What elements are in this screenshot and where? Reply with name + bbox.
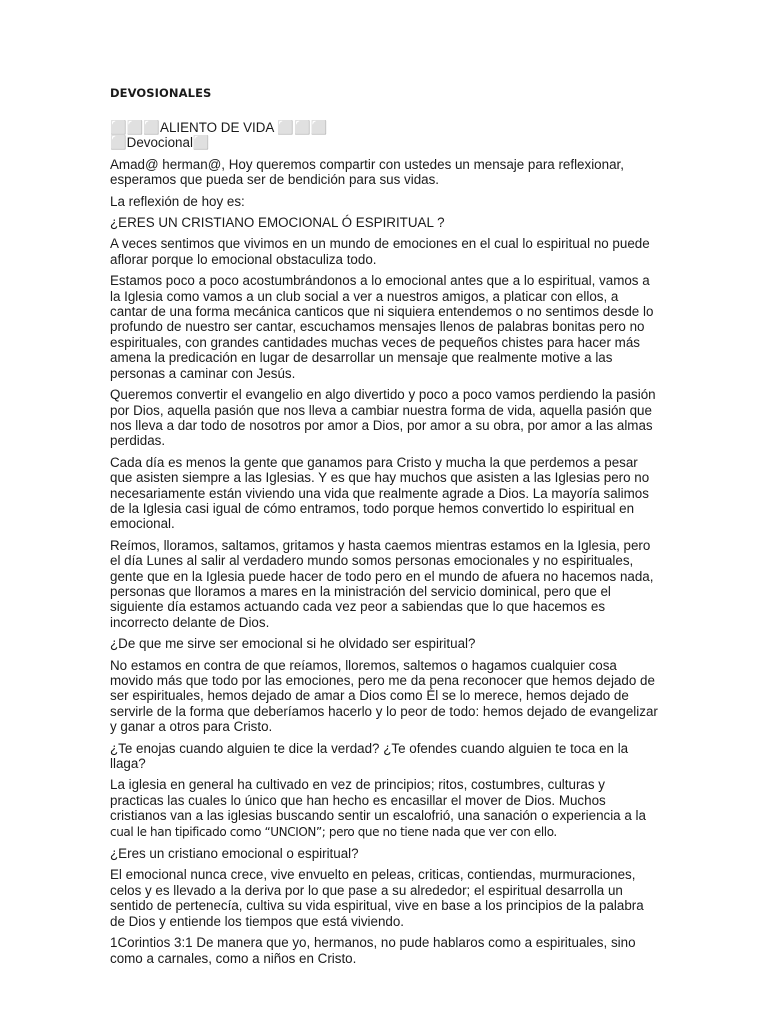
question-line: ¿Te enojas cuando alguien te dice la verdad? ¿Te ofendes cuando alguien te toca en la llaga? [110,740,629,772]
paragraph: Amad@ herman@, Hoy queremos compartir con ustedes un mensaje para reflexionar, esperamos que pueda ser de bendición para sus vidas. [110,156,624,188]
iglesia-paragraph [110,777,658,840]
devotional-subheading: ⬜Devocional⬜ [110,135,210,151]
paragraph: El emocional nunca crece, vive envuelto en peleas, criticas, contiendas, murmuraciones, celos y es llevado a la deriva por lo que pase a su alrededor; el espiritual desarrolla un sentido de pertenecía, cultiva su vida espiritual, vive en base a los principios de la palabra de Dios y entiende los tiempos que está viviendo. [110,867,644,929]
paragraph: Reímos, lloramos, saltamos, gritamos y hasta caemos mientras estamos en la Iglesia, pero el día Lunes al salir al verdadero mundo somos personas emocionales y no espirituales, gente que en la Iglesia puede hacer de todo pero en el mundo de afuera no hacemos nada, personas que lloramos a mares en la ministración del servicio dominical, pero que el siguiente día estamos actuando cada vez peor a sabiendas que lo que hacemos es incorrecto delante de Dios. [110,537,654,630]
question-heading: ¿ERES UN CRISTIANO EMOCIONAL Ó ESPIRITUAL ? [110,215,445,231]
question-line: ¿Eres un cristiano emocional o espiritual? [110,846,359,862]
question-line: ¿De que me sirve ser emocional si he olvidado ser espiritual? [110,636,476,652]
paragraph: No estamos en contra de que reíamos, lloremos, saltemos o hagamos cualquier cosa movido más que todo por las emociones, pero me da pena reconocer que hemos dejado de ser espirituales, hemos dejado de amar a Dios como Él se lo merece, hemos dejado de servirle de la forma que deberíamos hacerlo y lo peor de todo: hemos dejado de evangelizar y ganar a otros para Cristo. [110,657,658,735]
document-page [110,86,658,972]
paragraph: La reflexión de hoy es: [110,193,245,209]
devotional-heading: ⬜⬜⬜ALIENTO DE VIDA ⬜⬜⬜ [110,120,328,135]
paragraph: Estamos poco a poco acostumbrándonos a lo emocional antes que a lo espiritual, vamos a la Iglesia como vamos a un club social a ver a nuestros amigos, a platicar con ellos, a cantar de una forma mecánica canticos que ni siquiera entendemos o no sentimos desde lo profundo de nuestro ser cantar, escuchamos mensajes llenos de palabras bonitas pero no espirituales, con grandes cantidades muchas veces de pequeños chistes para hacer más amena la predicación en lugar de desarrollar un mensaje que realmente motive a las personas a caminar con Jesús. [110,273,654,381]
iglesia-paragraph-tail: cual le han tipificado como “UNCION”; pero que no tiene nada que ver con ello. [110,824,557,839]
paragraph: A veces sentimos que vivimos en un mundo de emociones en el cual lo espiritual no puede aflorar porque lo emocional obstaculiza todo. [110,236,650,267]
scripture-quote: 1Corintios 3:1 De manera que yo, hermanos, no pude hablaros como a espirituales, sino como a carnales, como a niños en Cristo. [110,935,636,966]
paragraph: Queremos convertir el evangelio en algo divertido y poco a poco vamos perdiendo la pasión por Dios, aquella pasión que nos lleva a cambiar nuestra forma de vida, aquella pasión que nos lleva a dar todo de nosotros por amor a Dios, por amor a su obra, por amor a las almas perdidas. [110,387,656,449]
document-title: DEVOSIONALES [110,86,212,100]
iglesia-paragraph-main: La iglesia en general ha cultivado en vez de principios; ritos, costumbres, culturas y practicas las cuales lo único que han hecho es encasillar el mover de Dios. Muchos cristianos van a las iglesias buscando sentir un escalofrió, una sanación o experiencia a la [110,777,646,824]
paragraph: Cada día es menos la gente que ganamos para Cristo y mucha la que perdemos a pesar que asisten siempre a las Iglesias. Y es que hay muchos que asisten a las Iglesias pero no necesariamente están viviendo una vida que realmente agrade a Dios. La mayoría salimos de la Iglesia casi igual de cómo entramos, todo porque hemos convertido lo espiritual en emocional. [110,454,650,532]
